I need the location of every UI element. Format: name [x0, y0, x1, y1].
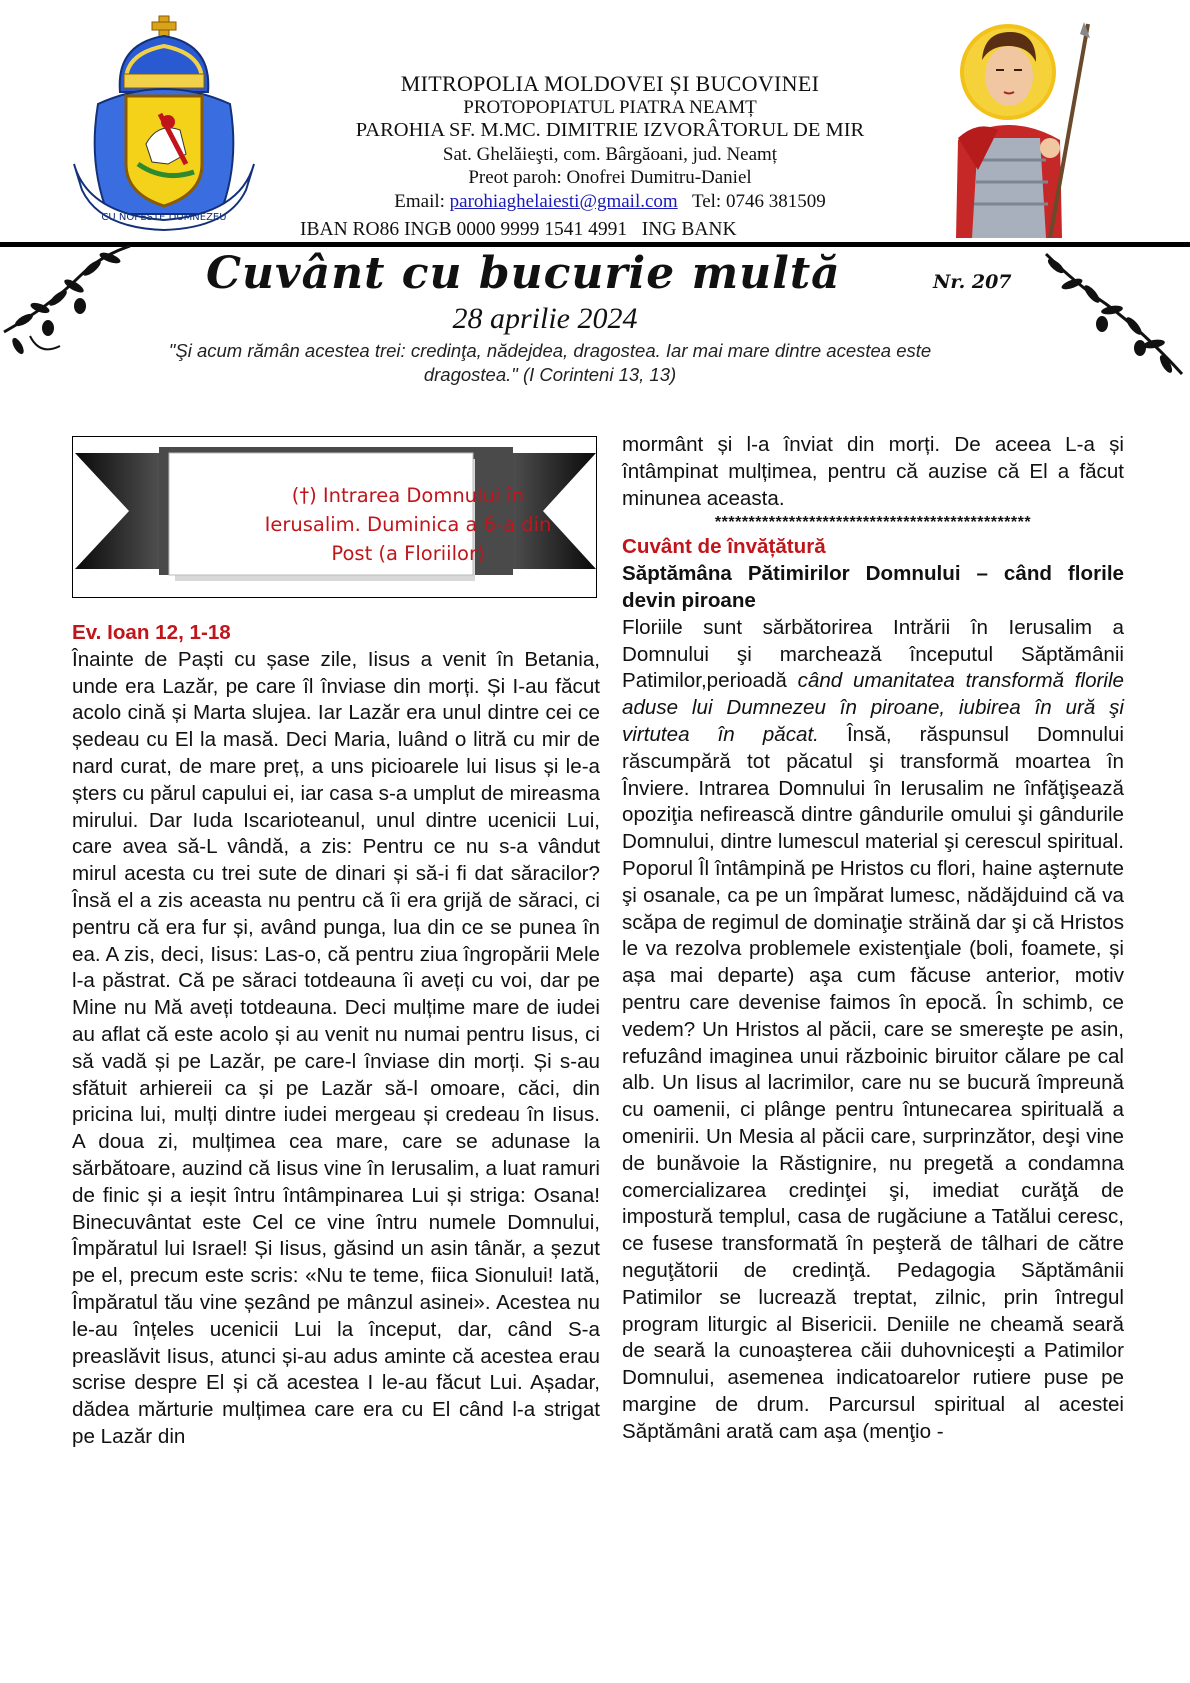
gospel-continuation: mormânt și l-a înviat din morți. De aceea L-a și întâmpinat mulțimea, pentru că auzise că El a făcut minunea aceasta.: [622, 433, 1124, 510]
article-body: Însă, răspunsul Domnului răscumpără tot păcatul şi transformă moartea în Înviere. Intrarea Domnului în Ierusalim ne înfăţişează opoziţia nefirească dintre gândurile omului şi gândurile Domnului, dintre lumescul material şi cerescul spiritual. Poporul Îl întâmpină pe Hristos cu flori, haine aşternute şi osanale, ca pe un împărat lumesc, nădăjduind că va scăpa de regimul de dominaţie străină dar şi că Hristos le va rezolva problemele existenţiale (boli, foamete, și așa mai departe) aşa cum făcuse anterior, motiv pentru care devenise faimos în epocă. În schimb, ce vedem? Un Hristos al păcii, care se smereşte pe asin, refuzând imaginea unui războinic biruitor călare pe cal alb. Un Iisus al lacrimilor, care nu se bucură împreună cu oamenii, ci plânge pentru întunecarea spirituală a omenirii. Un Mesia al păcii care, surprinzător, deşi vine de bunăvoie la Răstignire, nu pregetă a condamna comercializarea credinţei şi, imediat curăţă de impostură templul, casa de rugăciune a Tatălui ceresc, ce fusese transformată în peşteră de tâlhari de către neguţătorii de credinţă. Pedagogia Săptămânii Patimilor se lucrează treptat, zilnic, prin întregul program liturgic al Bisericii. Deniile ne cheamă seară de seară la cunoaşterea căii duhovniceşti a Patimilor Domnului, asemenea indicatoarelor rutiere puse pe margine de drum. Parcursul spiritual al acestei Săptămâni arată cam aşa (menţio -: [622, 722, 1124, 1443]
article-paragraph: [622, 615, 1124, 1446]
parish-priest: Preot paroh: Onofrei Dumitru-Daniel: [468, 167, 752, 188]
right-column: [622, 432, 1124, 1445]
article-italic: când umanitatea transformă florile aduse lui Dumnezeu în piroane, iubirea în ură şi virtutea în păcat.: [622, 669, 1125, 746]
scripture-motto: [100, 339, 1000, 387]
left-column: [72, 620, 600, 1451]
sunday-title: (†) Intrarea Domnului în Ierusalim. Duminica a 6-a din Post (a Floriilor): [264, 484, 552, 565]
article-title: Săptămâna Pătimirilor Domnului – când florile devin piroane: [622, 562, 1124, 612]
newsletter-title: Cuvânt cu bucurie multă: [206, 248, 841, 299]
parish-name: PAROHIA SF. M.MC. DIMITRIE IZVORÂTORUL DE MIR: [355, 119, 865, 141]
issue-number: Nr. 207: [933, 271, 1012, 293]
issue-date: 28 aprilie 2024: [452, 302, 638, 335]
parish-header: [290, 72, 930, 213]
motto-line-1: "Şi acum rămân acestea trei: credinţa, nădejdea, dragostea. Iar mai mare dintre acestea este: [168, 340, 932, 361]
motto-line-2: dragostea." (I Corinteni 13, 13): [423, 364, 677, 385]
gospel-heading: Ev. Ioan 12, 1-18: [72, 621, 231, 644]
saint-demetrius-icon: [938, 20, 1090, 238]
email-link[interactable]: parohiaghelaiesti@gmail.com: [449, 190, 678, 212]
phone-number: Tel: 0746 381509: [691, 190, 826, 212]
email-label: Email:: [394, 190, 450, 212]
olive-branch-icon: [1036, 244, 1186, 384]
deanery-name: PROTOPOPIATUL PIATRA NEAMȚ: [463, 96, 757, 118]
parish-address: Sat. Ghelăieşti, com. Bârgăoani, jud. Neamț: [442, 143, 778, 165]
section-separator: ***********************************************: [714, 514, 1032, 532]
gospel-text: Înainte de Paști cu șase zile, Iisus a venit în Betania, unde era Lazăr, pe care îl înviase din morți. Și I-au făcut acolo cină și Marta slujea. Iar Lazăr era unul dintre cei ce ședeau cu El la masă. Deci Maria, luând o litră cu mir de nard curat, de mare preț, a uns picioarele lui Iisus și le-a șters cu părul capului ei, iar casa s-a umplut de mireasma mirului. Dar Iuda Iscarioteanul, unul dintre ucenicii Lui, care avea să-L vândă, a zis: Pentru ce nu s-a vândut mirul acesta cu trei sute de dinari și să-i fi dat săracilor? Însă el a zis aceasta nu pentru că îi era grijă de săraci, ci pentru că era fur și, având punga, lua din ce se punea în ea. A zis, deci, Iisus: Las-o, că pentru ziua îngropării Mele l-a păstrat. Că pe săraci totdeauna îi aveți cu voi, dar pe Mine nu Mă aveți totdeauna. Deci mulțime mare de iudei au aflat că este acolo și au venit nu numai pentru Iisus, ci să vadă și pe Lazăr, pe care-l înviase din morți. Și s-au sfătuit arhiereii ca și pe Lazăr să-l omoare, căci, din pricina lui, mulți dintre iudei mergeau și credeau în Iisus. A doua zi, mulțimea cea mare, care se adunase la sărbătoare, auzind că Iisus vine în Ierusalim, a luat ramuri de finic și a ieșit întru întâmpinarea Lui și striga: Osana! Binecuvântat este Cel ce vine întru numele Domnului, Împăratul lui Israel! Și Iisus, găsind un asin tânăr, a șezut pe el, precum este scris: «Nu te teme, fiica Sionului! Iată, Împăratul tău vine șezând pe mânzul asinei». Acestea nu le-au înțeles ucenicii Lui la început, dar, când S-a preaslăvit Iisus, atunci și-au adus aminte că acestea erau scrise despre El și că acestea I le-au făcut Lui. Așadar, dădea mărturie mulțimea care era cu El când l-a strigat pe Lazăr din: [72, 647, 600, 1448]
metropolis-name: MITROPOLIA MOLDOVEI ȘI BUCOVINEI: [400, 71, 820, 96]
parish-crest-icon: [68, 14, 260, 234]
header-divider: [0, 242, 1190, 247]
crest-motto: CU NOI ESTE DUMNEZEU: [101, 212, 227, 223]
section-heading: Cuvânt de învățătură: [622, 535, 826, 559]
contact-line: [290, 190, 930, 214]
bank-iban: IBAN RO86 INGB 0000 9999 1541 4991 ING BANK: [300, 219, 737, 240]
article-intro: Floriile sunt sărbătorirea Intrării în Ierusalim a Domnului şi marchează începutul Săptămânii Patimilor,perioadă: [622, 615, 1124, 693]
sunday-banner: [72, 436, 597, 598]
